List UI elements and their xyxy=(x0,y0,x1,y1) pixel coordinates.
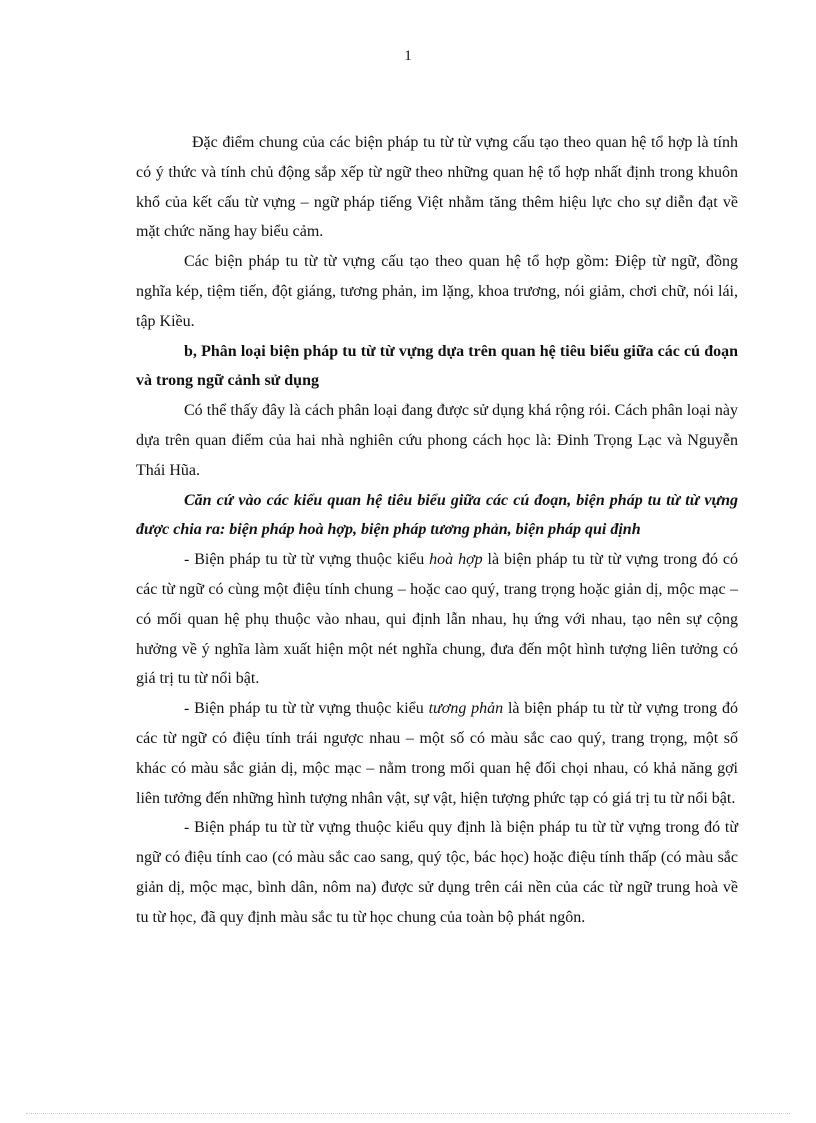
paragraph-combination-devices: Các biện pháp tu từ từ vựng cấu tạo theo quan hệ tổ hợp gồm: Điệp từ ngữ, đồng nghĩa kép, tiệm tiến, đột giáng, tương phản, im lặng, khoa trương, nói giảm, chơi chữ, nói lái, tập Kiều. xyxy=(136,253,738,330)
page-bottom-divider xyxy=(26,1113,790,1114)
contrast-text-before: - Biện pháp tu từ từ vựng thuộc kiểu xyxy=(184,700,429,718)
page-number: 1 xyxy=(404,48,412,64)
section-heading-b: b, Phân loại biện pháp tu từ từ vựng dựa trên quan hệ tiêu biểu giữa các cú đoạn và trong ngữ cảnh sử dụng xyxy=(136,342,738,390)
paragraph-contrast-device xyxy=(136,694,738,813)
paragraph-general-characteristics: Đặc điểm chung của các biện pháp tu từ từ vựng cấu tạo theo quan hệ tổ hợp là tính có ý thức và tính chủ động sắp xếp từ ngữ theo những quan hệ tổ hợp nhất định trong khuôn khổ của kết cấu từ vựng – ngữ pháp tiếng Việt nhằm tăng thêm hiệu lực cho sự diễn đạt về mặt chức năng hay biểu cảm. xyxy=(136,134,738,241)
harmony-text-after: là biện pháp tu từ từ vựng trong đó có các từ ngữ có cùng một điệu tính chung – hoặc cao quý, trang trọng hoặc giản dị, mộc mạc – có mối quan hệ phụ thuộc vào nhau, qui định lẫn nhau, hụ ứng với nhau, tạo nên sự cộng hưởng về ý nghĩa làm xuất hiện một nét nghĩa chung, đưa đến một hình tượng liên tưởng có giá trị tu từ nổi bật. xyxy=(136,551,739,688)
paragraph-harmony-device xyxy=(136,545,738,694)
harmony-text-before: - Biện pháp tu từ từ vựng thuộc kiểu xyxy=(184,551,430,569)
contrast-term: tương phản xyxy=(428,700,504,718)
italic-heading-classification: Căn cứ vào các kiểu quan hệ tiêu biểu giữa các cú đoạn, biện pháp tu từ từ vựng được chia ra: biện pháp hoà hợp, biện pháp tương phản, biện pháp qui định xyxy=(136,491,738,539)
contrast-text-after: là biện pháp tu từ từ vựng trong đó các từ ngữ có điệu tính trái ngược nhau – một số có màu sắc cao quý, trang trọng, một số khác có màu sắc giản dị, mộc mạc – nằm trong mối quan hệ đối chọi nhau, có khả năng gợi liên tưởng đến những hình tượng nhân vật, sự vật, hiện tượng phức tạp có giá trị tu từ nổi bật. xyxy=(136,700,738,807)
paragraph-classification-intro: Có thể thấy đây là cách phân loại đang được sử dụng khá rộng rói. Cách phân loại này dựa trên quan điểm của hai nhà nghiên cứu phong cách học là: Đinh Trọng Lạc và Nguyễn Thái Hũa. xyxy=(136,402,738,479)
document-body xyxy=(136,128,738,933)
paragraph-regulation-device: - Biện pháp tu từ từ vựng thuộc kiểu quy định là biện pháp tu từ từ vựng trong đó từ ngữ có điệu tính cao (có màu sắc cao sang, quý tộc, bác học) hoặc điệu tính thấp (có màu sắc giản dị, mộc mạc, bình dân, nôm na) được sử dụng trên cái nền của các từ ngữ trung hoà về tu từ học, đã quy định màu sắc tu từ học chung của toàn bộ phát ngôn. xyxy=(136,819,738,926)
harmony-term: hoà hợp xyxy=(429,551,483,569)
